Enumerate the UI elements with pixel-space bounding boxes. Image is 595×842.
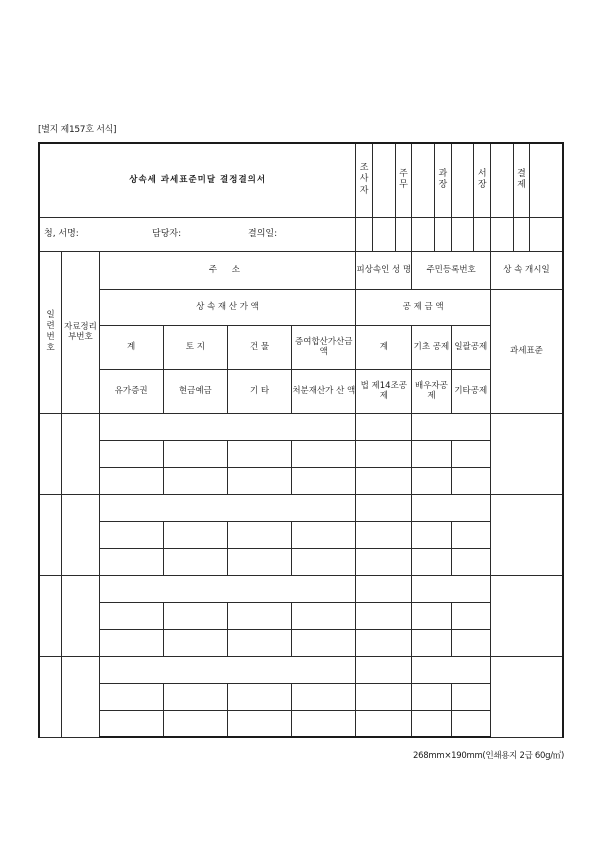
record-cell[interactable] [99, 683, 163, 710]
record-tax-base-cell[interactable] [490, 656, 563, 737]
record-cell[interactable] [292, 710, 356, 737]
record-number-cell[interactable] [62, 413, 99, 494]
office-label: 청, 서명: [44, 228, 79, 239]
article14-deduction-header: 법 제14조공 제 [356, 369, 412, 413]
approval-label-chief: 과장 [435, 143, 452, 217]
address-header: 주 소 [99, 251, 356, 289]
record-cell[interactable] [99, 710, 163, 737]
gift-added-header: 증여합산가산금액 [292, 325, 356, 369]
record-cell[interactable] [292, 467, 356, 494]
record-cell[interactable] [292, 548, 356, 575]
decision-date-label: 결의일: [248, 228, 278, 239]
land-header: 토 지 [163, 325, 227, 369]
other-deduction-header: 기타공제 [451, 369, 490, 413]
record-tax-base-cell[interactable] [490, 494, 563, 575]
record-cell[interactable] [356, 467, 412, 494]
paper-spec-note: 268mm×190mm(인쇄용지 2급 60g/㎡) [413, 751, 564, 761]
record-address-cell[interactable] [99, 413, 356, 440]
decedent-name-header: 피상속인 성 명 [356, 251, 412, 289]
record-serial-cell[interactable] [39, 575, 62, 656]
building-header: 건 물 [227, 325, 291, 369]
record-cell[interactable] [451, 521, 490, 548]
approval-box-manager [412, 143, 435, 217]
record-address-cell[interactable] [99, 575, 356, 602]
record-cell[interactable] [163, 467, 227, 494]
record-cell[interactable] [227, 683, 291, 710]
record-cell[interactable] [227, 629, 291, 656]
record-cell[interactable] [99, 629, 163, 656]
record-cell[interactable] [412, 440, 451, 467]
approval-box-chief [451, 143, 474, 217]
resident-number-header: 주민등록번호 [412, 251, 491, 289]
approval-box-final [530, 143, 563, 217]
record-cell[interactable] [227, 602, 291, 629]
record-cell[interactable] [163, 629, 227, 656]
record-cell[interactable] [292, 440, 356, 467]
record-cell[interactable] [451, 467, 490, 494]
record-cell[interactable] [412, 710, 451, 737]
record-serial-cell[interactable] [39, 413, 62, 494]
deduction-total-header: 계 [356, 325, 412, 369]
record-cell[interactable] [356, 521, 412, 548]
record-cell[interactable] [451, 710, 490, 737]
record-cell[interactable] [356, 440, 412, 467]
approval-label-director: 서장 [474, 143, 491, 217]
record-resident-cell[interactable] [412, 656, 491, 683]
inheritance-date-header: 상 속 개시일 [490, 251, 563, 289]
record-cell[interactable] [412, 548, 451, 575]
deduction-amount-header: 공 제 금 액 [356, 289, 491, 325]
record-cell[interactable] [227, 467, 291, 494]
record-address-cell[interactable] [99, 494, 356, 521]
form-title: 상속세 과세표준미달 결정결의서 [39, 143, 356, 217]
record-cell[interactable] [227, 440, 291, 467]
record-cell[interactable] [412, 602, 451, 629]
disposed-property-header: 처분재산가 산 액 [292, 369, 356, 413]
other-header: 기 타 [227, 369, 291, 413]
securities-header: 유가증권 [99, 369, 163, 413]
record-number-header: 자료정리부번호 [62, 251, 99, 413]
record-cell[interactable] [451, 629, 490, 656]
record-cell[interactable] [163, 602, 227, 629]
approval-box-investigator [372, 143, 395, 217]
record-resident-cell[interactable] [412, 494, 491, 521]
form-label: [별지 제157호 서식] [38, 125, 117, 135]
record-number-cell[interactable] [62, 656, 99, 737]
basic-deduction-header: 기초 공제 [412, 325, 451, 369]
approval-label-manager: 주무 [395, 143, 412, 217]
lump-sum-deduction-header: 일괄공제 [451, 325, 490, 369]
record-cell[interactable] [451, 602, 490, 629]
record-cell[interactable] [292, 629, 356, 656]
record-cell[interactable] [163, 521, 227, 548]
record-cell[interactable] [412, 629, 451, 656]
officer-label: 담당자: [152, 228, 182, 239]
record-cell[interactable] [356, 683, 412, 710]
record-tax-base-cell[interactable] [490, 575, 563, 656]
decision-form-table [38, 142, 564, 738]
record-serial-cell[interactable] [39, 656, 62, 737]
record-name-cell[interactable] [356, 494, 412, 521]
record-cell[interactable] [99, 440, 163, 467]
record-cell[interactable] [292, 683, 356, 710]
record-resident-cell[interactable] [412, 413, 491, 440]
estate-value-header: 상 속 재 산 가 액 [99, 289, 356, 325]
approval-label-final: 결제 [513, 143, 530, 217]
record-cell[interactable] [451, 440, 490, 467]
record-cell[interactable] [412, 521, 451, 548]
cash-deposits-header: 현금예금 [163, 369, 227, 413]
record-cell[interactable] [451, 548, 490, 575]
approval-box-director [490, 143, 513, 217]
serial-number-header: 일련번호 [39, 251, 62, 413]
record-cell[interactable] [227, 710, 291, 737]
record-cell[interactable] [292, 521, 356, 548]
record-name-cell[interactable] [356, 575, 412, 602]
record-cell[interactable] [412, 467, 451, 494]
record-address-cell[interactable] [99, 656, 356, 683]
spouse-deduction-header: 배우자공제 [412, 369, 451, 413]
tax-base-header: 과세표준 [490, 289, 563, 413]
record-cell[interactable] [163, 440, 227, 467]
record-name-cell[interactable] [356, 656, 412, 683]
record-cell[interactable] [99, 467, 163, 494]
record-number-cell[interactable] [62, 494, 99, 575]
record-cell[interactable] [356, 602, 412, 629]
record-serial-cell[interactable] [39, 494, 62, 575]
record-number-cell[interactable] [62, 575, 99, 656]
record-cell[interactable] [412, 683, 451, 710]
record-cell[interactable] [99, 602, 163, 629]
record-cell[interactable] [163, 548, 227, 575]
record-cell[interactable] [356, 629, 412, 656]
record-tax-base-cell[interactable] [490, 413, 563, 494]
record-cell[interactable] [99, 521, 163, 548]
record-cell[interactable] [356, 548, 412, 575]
record-cell[interactable] [99, 548, 163, 575]
record-cell[interactable] [451, 683, 490, 710]
record-cell[interactable] [227, 521, 291, 548]
estate-total-header: 계 [99, 325, 163, 369]
record-cell[interactable] [356, 710, 412, 737]
record-resident-cell[interactable] [412, 575, 491, 602]
record-cell[interactable] [292, 602, 356, 629]
record-cell[interactable] [163, 710, 227, 737]
approval-label-investigator: 조사자 [356, 143, 373, 217]
record-cell[interactable] [163, 683, 227, 710]
info-row [39, 217, 356, 251]
record-name-cell[interactable] [356, 413, 412, 440]
record-cell[interactable] [227, 548, 291, 575]
